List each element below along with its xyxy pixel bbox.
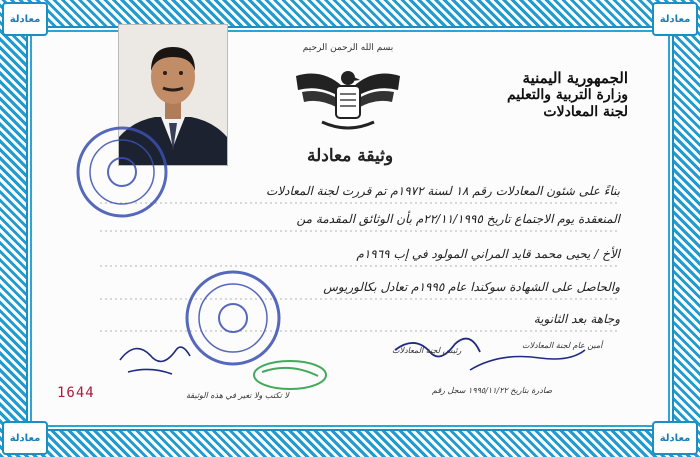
corner-badge-top-left: معادلة <box>2 2 48 36</box>
signature-left <box>120 347 190 374</box>
document-title: وثيقة معادلة <box>306 146 394 166</box>
certificate-line-1: بناءً على شئون المعادلات رقم ١٨ لسنة ١٩٧٢م تم قررت لجنة المعادلات <box>265 184 620 198</box>
green-stamp <box>254 361 326 389</box>
republic-name: الجمهورية اليمنية <box>522 69 628 87</box>
signature-label-secretary: أمين عام لجنة المعادلات <box>522 341 603 350</box>
serial-number: 1644 <box>57 385 95 401</box>
certificate-line-3: الأخ / يحيى محمد قايد المراني المولود في إب ١٩٦٩م <box>356 247 620 261</box>
ministry-name: وزارة التربية والتعليم <box>506 87 628 103</box>
certificate-line-4: والحاصل على الشهادة سوكندا عام ١٩٩٥م تعادل بكالوريوس <box>323 280 620 294</box>
footer-warning-note: لا تكتب ولا تغير في هذه الوثيقة <box>186 391 289 400</box>
signature-right <box>470 350 585 370</box>
corner-badge-top-right: معادلة <box>652 2 698 36</box>
committee-name: لجنة المعادلات <box>543 104 628 120</box>
footer-issue-note: صادرة بتاريخ ١٩٩٥/١١/٢٢ سجل رقم <box>432 386 553 395</box>
corner-badge-bottom-left: معادلة <box>2 421 48 455</box>
signature-label-chair: رئيس لجنة المعادلات <box>392 346 462 355</box>
corner-badge-bottom-right: معادلة <box>652 421 698 455</box>
round-stamp-bottom <box>187 272 279 364</box>
certificate-line-5: وجاهة بعد الثانوية <box>533 312 620 326</box>
round-stamp-top <box>78 128 166 216</box>
certificate-line-2: المنعقدة يوم الاجتماع تاريخ ٢٢/١١/١٩٩٥م بأن الوثائق المقدمة من <box>296 212 620 226</box>
basmala: بسم الله الرحمن الرحيم <box>302 43 394 53</box>
